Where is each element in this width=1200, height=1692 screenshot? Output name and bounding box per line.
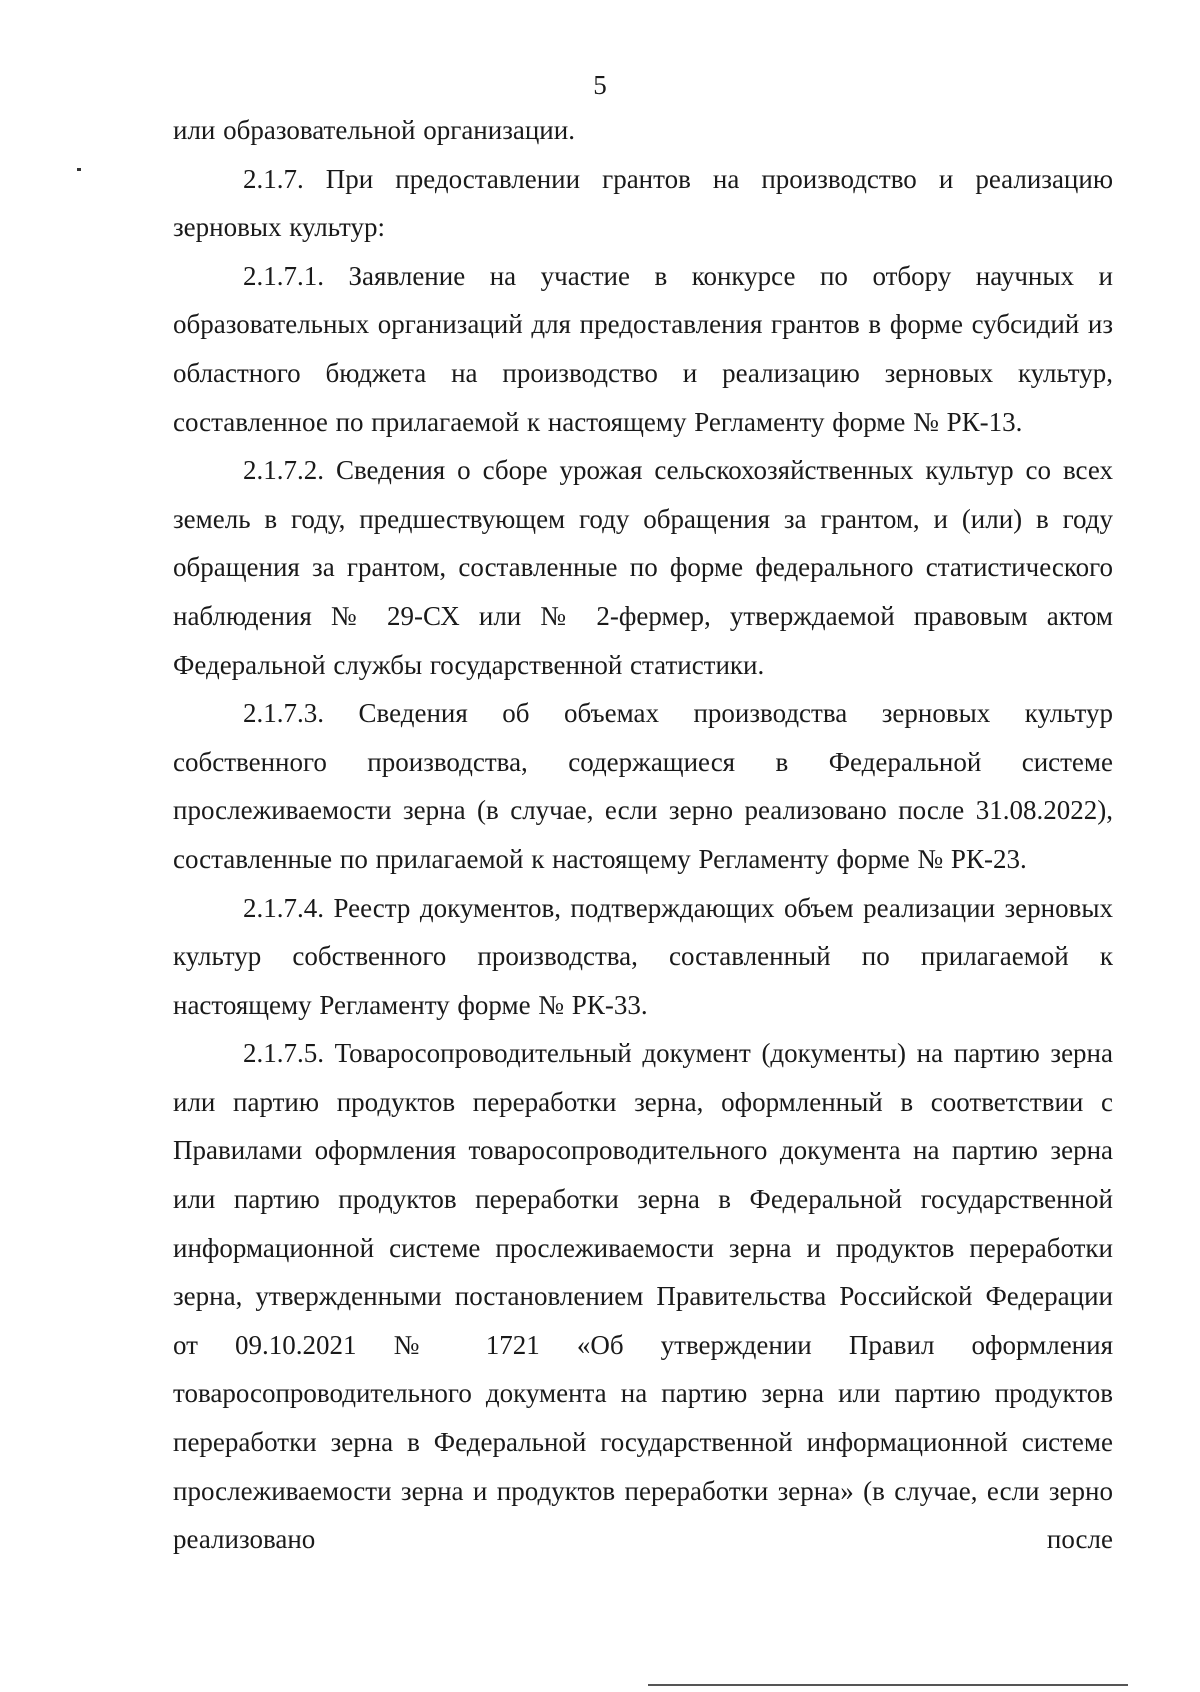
paragraph-2-1-7-1: 2.1.7.1. Заявление на участие в конкурсе по отбору научных и образовательных организаций для предоставления грантов в форме субсидий из областного бюджета на производство и реализацию зерновых культур, составленное по прилагаемой к настоящему Регламенту форме № РК-13. bbox=[173, 260, 1113, 437]
page-number: 5 bbox=[593, 70, 607, 100]
paragraph-2-1-7-3: 2.1.7.3. Сведения об объемах производства зерновых культур собственного производства, содержащиеся в Федеральной системе прослеживаемости зерна (в случае, если зерно реализовано после 31.08.2022), составленные по прилагаемой к настоящему Регламенту форме № РК-23. bbox=[173, 698, 1113, 874]
scan-speck bbox=[77, 168, 81, 171]
paragraph-2-1-7-2: 2.1.7.2. Сведения о сборе урожая сельскохозяйственных культур со всех земель в году, предшествующем году обращения за грантом, и (или) в году обращения за грантом, составленные по форме федерального статистического наблюдения № 29-СХ или № 2-фермер, утверждаемой правовым актом Федеральной службы государственной статистики. bbox=[173, 455, 1113, 680]
paragraph-2-1-7-4: 2.1.7.4. Реестр документов, подтверждающих объем реализации зерновых культур собственного производства, составленный по прилагаемой к настоящему Регламенту форме № РК-33. bbox=[173, 892, 1113, 1020]
paragraph-continuation: или образовательной организации. bbox=[173, 115, 575, 145]
paragraph-2-1-7-5: 2.1.7.5. Товаросопроводительный документ (документы) на партию зерна или партию продуктов переработки зерна, оформленный в соответствии с Правилами оформления товаросопроводительного документа на партию зерна или партию продуктов переработки зерна в Федеральной государственной информационной системе прослеживаемости зерна и продуктов переработки зерна, утвержденными постановлением Правительства Российской Федерации от 09.10.2021 № 1721 «Об утверждении Правил оформления товаросопроводительного документа на партию зерна или партию продуктов переработки зерна в Федеральной государственной информационной системе прослеживаемости зерна и продуктов переработки зерна» (в случае, если зерно реализовано после bbox=[173, 1038, 1113, 1555]
footer-rule bbox=[648, 1684, 1128, 1686]
document-body bbox=[173, 106, 1113, 1564]
paragraph-2-1-7: 2.1.7. При предоставлении грантов на производство и реализацию зерновых культур: bbox=[173, 163, 1113, 243]
